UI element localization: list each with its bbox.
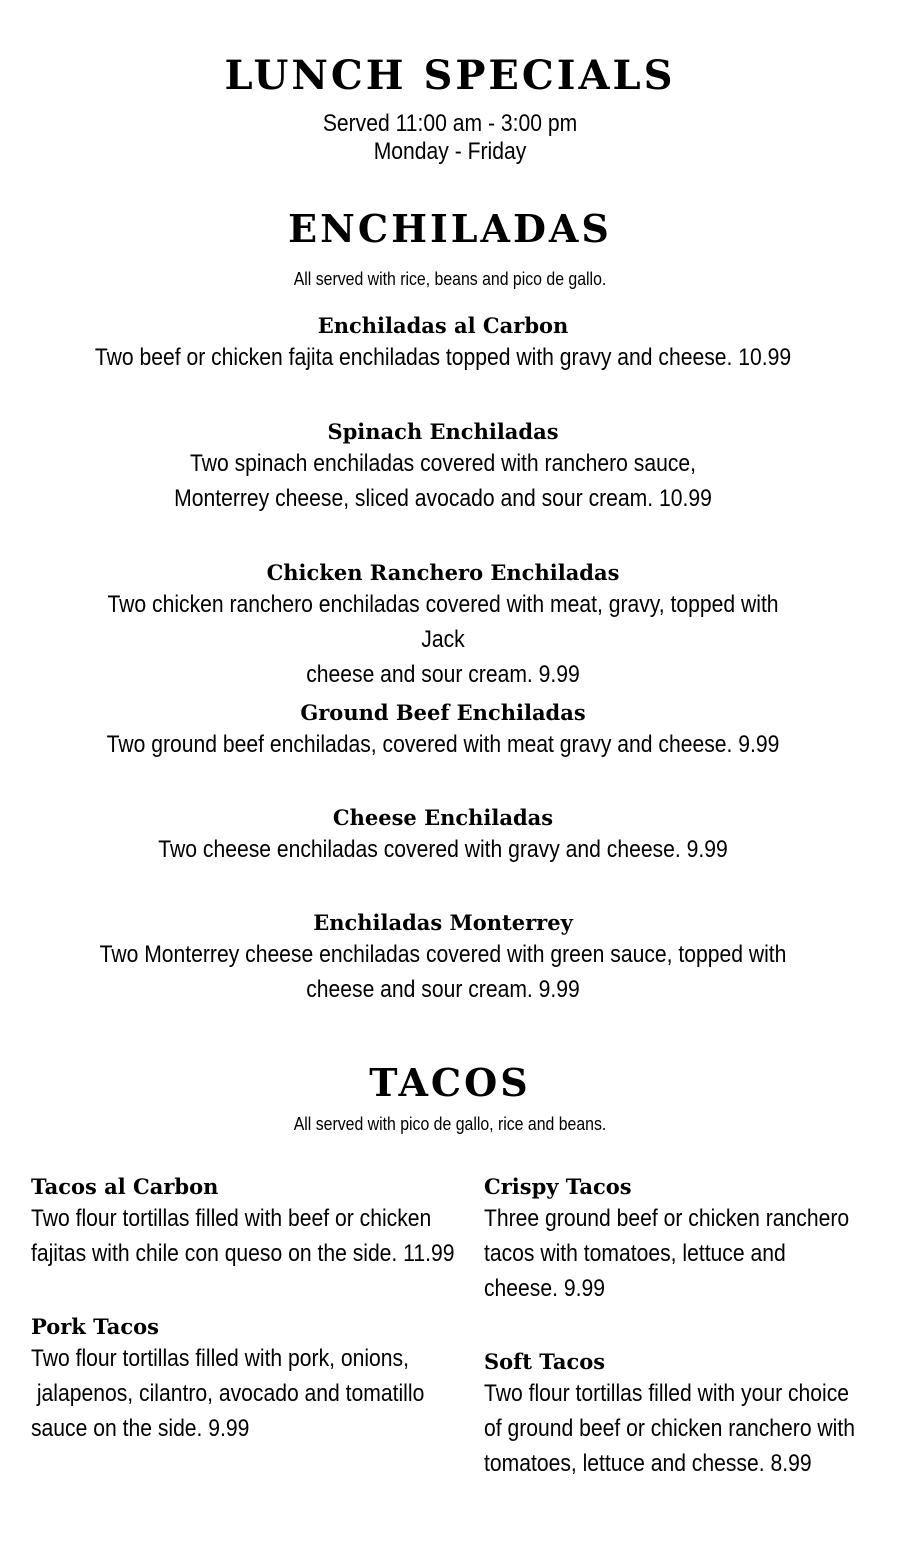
menu-item-crispy-tacos (484, 1173, 900, 1306)
item-description-line: Two Monterrey cheese enchiladas covered with green sauce, topped with (99, 941, 787, 968)
served-hours: Served 11:00 am - 3:00 pm (322, 110, 578, 137)
item-description (31, 1341, 471, 1446)
menu-item-chicken-ranchero-enchiladas (40, 559, 846, 692)
item-description-line: Two spinach enchiladas covered with ranchero sauce, (190, 450, 697, 477)
item-description-line: Three ground beef or chicken ranchero (484, 1205, 850, 1232)
item-description-line: fajitas with chile con queso on the side. 11.99 (31, 1240, 455, 1267)
item-description (88, 727, 797, 762)
item-description (88, 340, 797, 375)
item-description (484, 1376, 880, 1481)
item-description (88, 446, 797, 516)
menu-item-cheese-enchiladas (40, 804, 846, 867)
item-description-line: Two flour tortillas filled with beef or chicken (31, 1205, 432, 1232)
item-name: Ground Beef Enchiladas (300, 700, 586, 725)
item-description-line: tacos with tomatoes, lettuce and (484, 1240, 786, 1267)
item-description-line: Two flour tortillas filled with pork, onions, (31, 1345, 409, 1372)
item-description-line: cheese and sour cream. 9.99 (306, 976, 580, 1003)
tacos-note: All served with pico de gallo, rice and beans. (293, 1114, 607, 1134)
enchiladas-section-title: ENCHILADAS (288, 206, 612, 251)
item-description-line: cheese. 9.99 (484, 1275, 605, 1302)
item-description-line: Two chicken ranchero enchiladas covered with meat, gravy, topped with Jack (107, 591, 779, 653)
tacos-section-title: TACOS (369, 1060, 531, 1105)
item-description (88, 832, 797, 867)
item-description-line: of ground beef or chicken ranchero with (484, 1415, 856, 1442)
item-description-line: Two cheese enchiladas covered with gravy and cheese. 9.99 (158, 836, 728, 863)
item-description (31, 1201, 471, 1271)
item-name: Chicken Ranchero Enchiladas (266, 560, 620, 585)
item-description-line: Two flour tortillas filled with your choice (484, 1380, 850, 1407)
item-name: Spinach Enchiladas (327, 419, 559, 444)
item-description-line: jalapenos, cilantro, avocado and tomatillo (31, 1380, 425, 1407)
menu-item-pork-tacos (31, 1313, 531, 1446)
served-days: Monday - Friday (373, 138, 527, 165)
menu-item-ground-beef-enchiladas (40, 699, 846, 762)
menu-item-tacos-al-carbon (31, 1173, 531, 1271)
item-description-line: tomatoes, lettuce and chesse. 8.99 (484, 1450, 812, 1477)
item-name: Crispy Tacos (484, 1174, 632, 1199)
item-description-line: sauce on the side. 9.99 (31, 1415, 250, 1442)
item-name: Tacos al Carbon (31, 1174, 219, 1199)
menu-item-spinach-enchiladas (40, 418, 846, 516)
enchiladas-note: All served with rice, beans and pico de gallo. (293, 269, 607, 289)
item-description (484, 1201, 880, 1306)
menu-item-enchiladas-al-carbon (40, 312, 846, 375)
item-name: Soft Tacos (484, 1349, 606, 1374)
item-description-line: Two ground beef enchiladas, covered with meat gravy and cheese. 9.99 (106, 731, 780, 758)
menu-item-soft-tacos (484, 1348, 900, 1481)
item-description-line: Two beef or chicken fajita enchiladas topped with gravy and cheese. 10.99 (94, 344, 792, 371)
item-name: Enchiladas al Carbon (317, 313, 569, 338)
item-name: Enchiladas Monterrey (313, 910, 573, 935)
item-name: Cheese Enchiladas (332, 805, 554, 830)
item-name: Pork Tacos (31, 1314, 159, 1339)
menu-item-enchiladas-monterrey (40, 909, 846, 1007)
lunch-specials-title: LUNCH SPECIALS (224, 52, 676, 99)
item-description (88, 587, 797, 692)
item-description (88, 937, 797, 1007)
item-description-line: cheese and sour cream. 9.99 (306, 661, 580, 688)
item-description-line: Monterrey cheese, sliced avocado and sour cream. 10.99 (174, 485, 712, 512)
